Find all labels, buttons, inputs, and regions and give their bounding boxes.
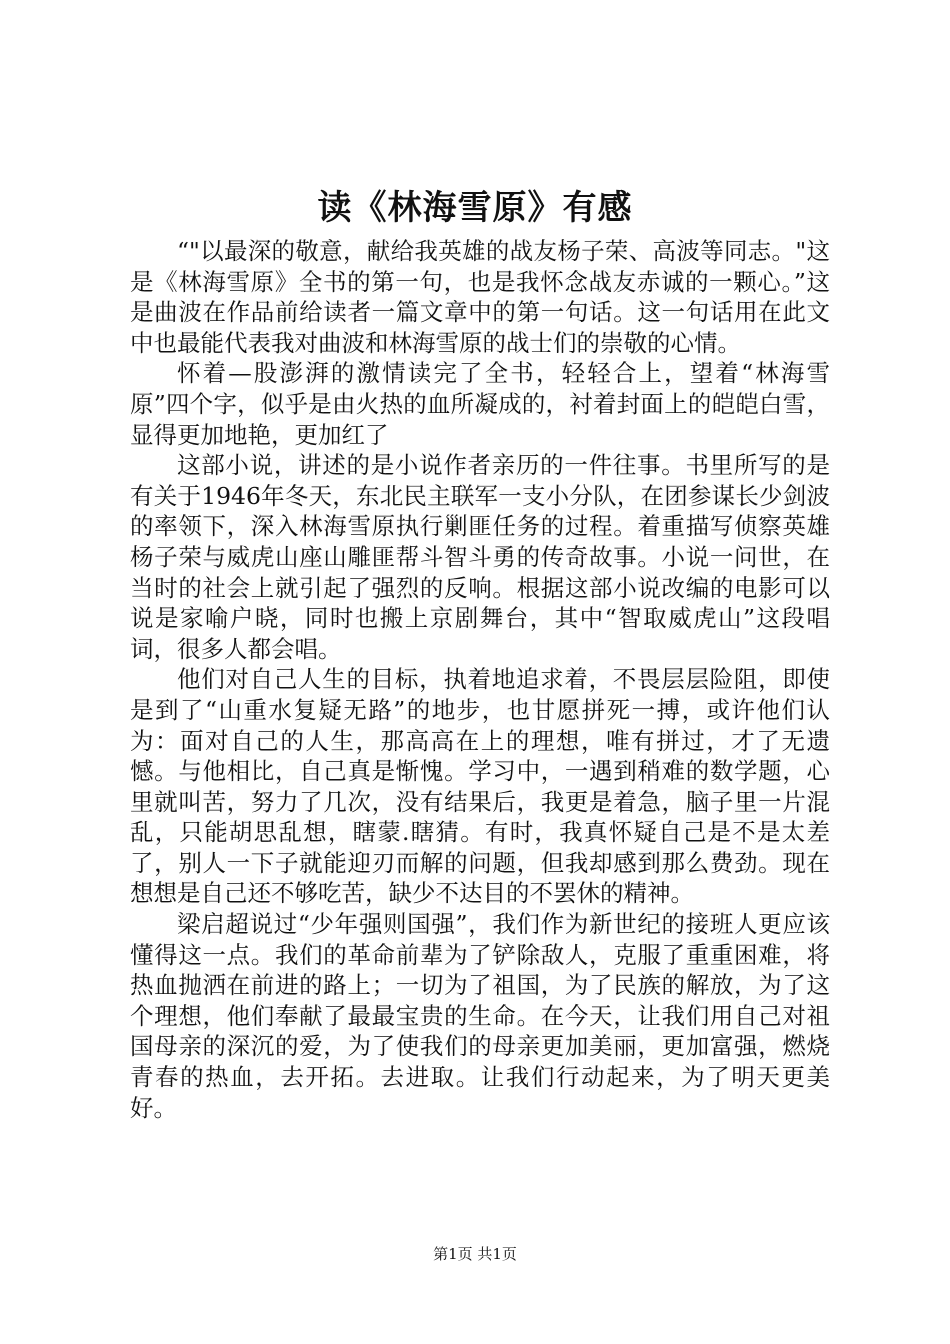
paragraph-2: 怀着—股澎湃的激情读完了全书，轻轻合上，望着“林海雪原”四个字，似乎是由火热的血所凝成的，衬着封面上的皑皑白雪，显得更加地艳，更加红了 [130, 359, 830, 449]
paragraph-3: 这部小说，讲述的是小说作者亲历的一件往事。书里所写的是有关于1946年冬天，东北民主联军一支小分队，在团参谋长少剑波的率领下，深入林海雪原执行剿匪任务的过程。着重描写侦察英雄杨子荣与威虎山座山雕匪帮斗智斗勇的传奇故事。小说一问世，在当时的社会上就引起了强烈的反响。根据这部小说改编的电影可以说是家喻户晓，同时也搬上京剧舞台，其中“智取威虎山”这段唱词，很多人都会唱。 [130, 451, 830, 663]
paragraph-4: 他们对自己人生的目标，执着地追求着，不畏层层险阻，即使是到了“山重水复疑无路”的地步，也甘愿拼死一搏，或许他们认为：面对自己的人生，那高高在上的理想，唯有拼过，才了无遗憾。与他相比，自己真是惭愧。学习中，一遇到稍难的数学题，心里就叫苦，努力了几次，没有结果后，我更是着急，脑子里一片混乱，只能胡思乱想，瞎蒙.瞎猜。有时，我真怀疑自己是不是太差了，别人一下子就能迎刃而解的问题，但我却感到那么费劲。现在想想是自己还不够吃苦，缺少不达目的不罢休的精神。 [130, 665, 830, 908]
page-footer: 第1页 共1页 [433, 1245, 517, 1263]
paragraph-1: “"以最深的敬意，献给我英雄的战友杨子荣、高波等同志。"这是《林海雪原》全书的第一句，也是我怀念战友赤诚的一颗心。”这是曲波在作品前给读者一篇文章中的第一句话。这一句话用在此文中也最能代表我对曲波和林海雪原的战士们的崇敬的心情。 [130, 237, 830, 357]
document-body [130, 236, 830, 1123]
document-title: 读《林海雪原》有感 [317, 188, 633, 228]
paragraph-5: 梁启超说过“少年强则国强”，我们作为新世纪的接班人更应该懂得这一点。我们的革命前辈为了铲除敌人，克服了重重困难，将热血抛洒在前进的路上；一切为了祖国，为了民族的解放，为了这个理想，他们奉献了最最宝贵的生命。在今天，让我们用自己对祖国母亲的深沉的爱，为了使我们的母亲更加美丽，更加富强，燃烧青春的热血，去开拓。去进取。让我们行动起来，为了明天更美好。 [130, 910, 830, 1122]
